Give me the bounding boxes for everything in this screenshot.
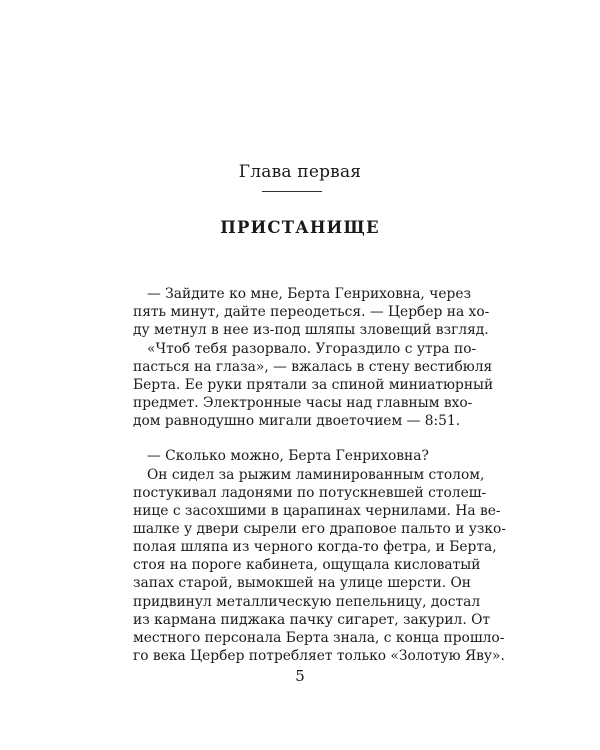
- chapter-title: ПРИСТАНИЩЕ: [220, 218, 380, 237]
- text-line: дом равнодушно мигали двоеточием — 8:51.: [133, 413, 461, 430]
- text-line: нице с засохшими в царапинах чернилами. На ве-: [133, 502, 501, 519]
- text-line: Он сидел за рыжим ламинированным столом,: [147, 466, 485, 483]
- chapter-label: Глава первая: [238, 162, 362, 182]
- text-line: шалке у двери сырели его драповое пальто и узко-: [133, 520, 506, 537]
- text-line: Берта. Ее руки прятали за спиной миниатюрный: [133, 376, 494, 393]
- text-line: из кармана пиджака пачку сигарет, закурил. От: [133, 611, 491, 628]
- text-line: стоя на пороге кабинета, ощущала кисловатый: [133, 557, 481, 574]
- text-line: придвинул металлическую пепельницу, достал: [133, 593, 481, 610]
- text-line: полая шляпа из черного когда-то фетра, и Берта,: [133, 539, 497, 556]
- text-line: пять минут, дайте переодеться. — Цербер на хо-: [133, 304, 490, 321]
- text-line: «Чтоб тебя разорвало. Угораздило с утра по-: [147, 340, 477, 357]
- chapter-divider: [262, 191, 322, 192]
- text-line: — Зайдите ко мне, Берта Генриховна, через: [147, 286, 472, 302]
- text-line: пасться на глаза», — вжалась в стену вестибюля: [133, 358, 493, 375]
- text-line: предмет. Электронные часы над главным вхо-: [133, 394, 473, 411]
- text-line: запах старой, вымокшей на улице шерсти. Он: [133, 575, 471, 592]
- text-line: постукивал ладонями по потускневшей столеш-: [133, 484, 487, 501]
- text-line: го века Цербер потребляет только «Золотую Яву».: [133, 648, 505, 664]
- text-line: ду метнул в нее из-под шляпы зловещий взгляд.: [133, 322, 489, 339]
- text-line: местного персонала Берта знала, с конца прошло-: [133, 629, 505, 646]
- page-number: 5: [295, 667, 305, 685]
- text-line: — Сколько можно, Берта Генриховна?: [147, 448, 429, 465]
